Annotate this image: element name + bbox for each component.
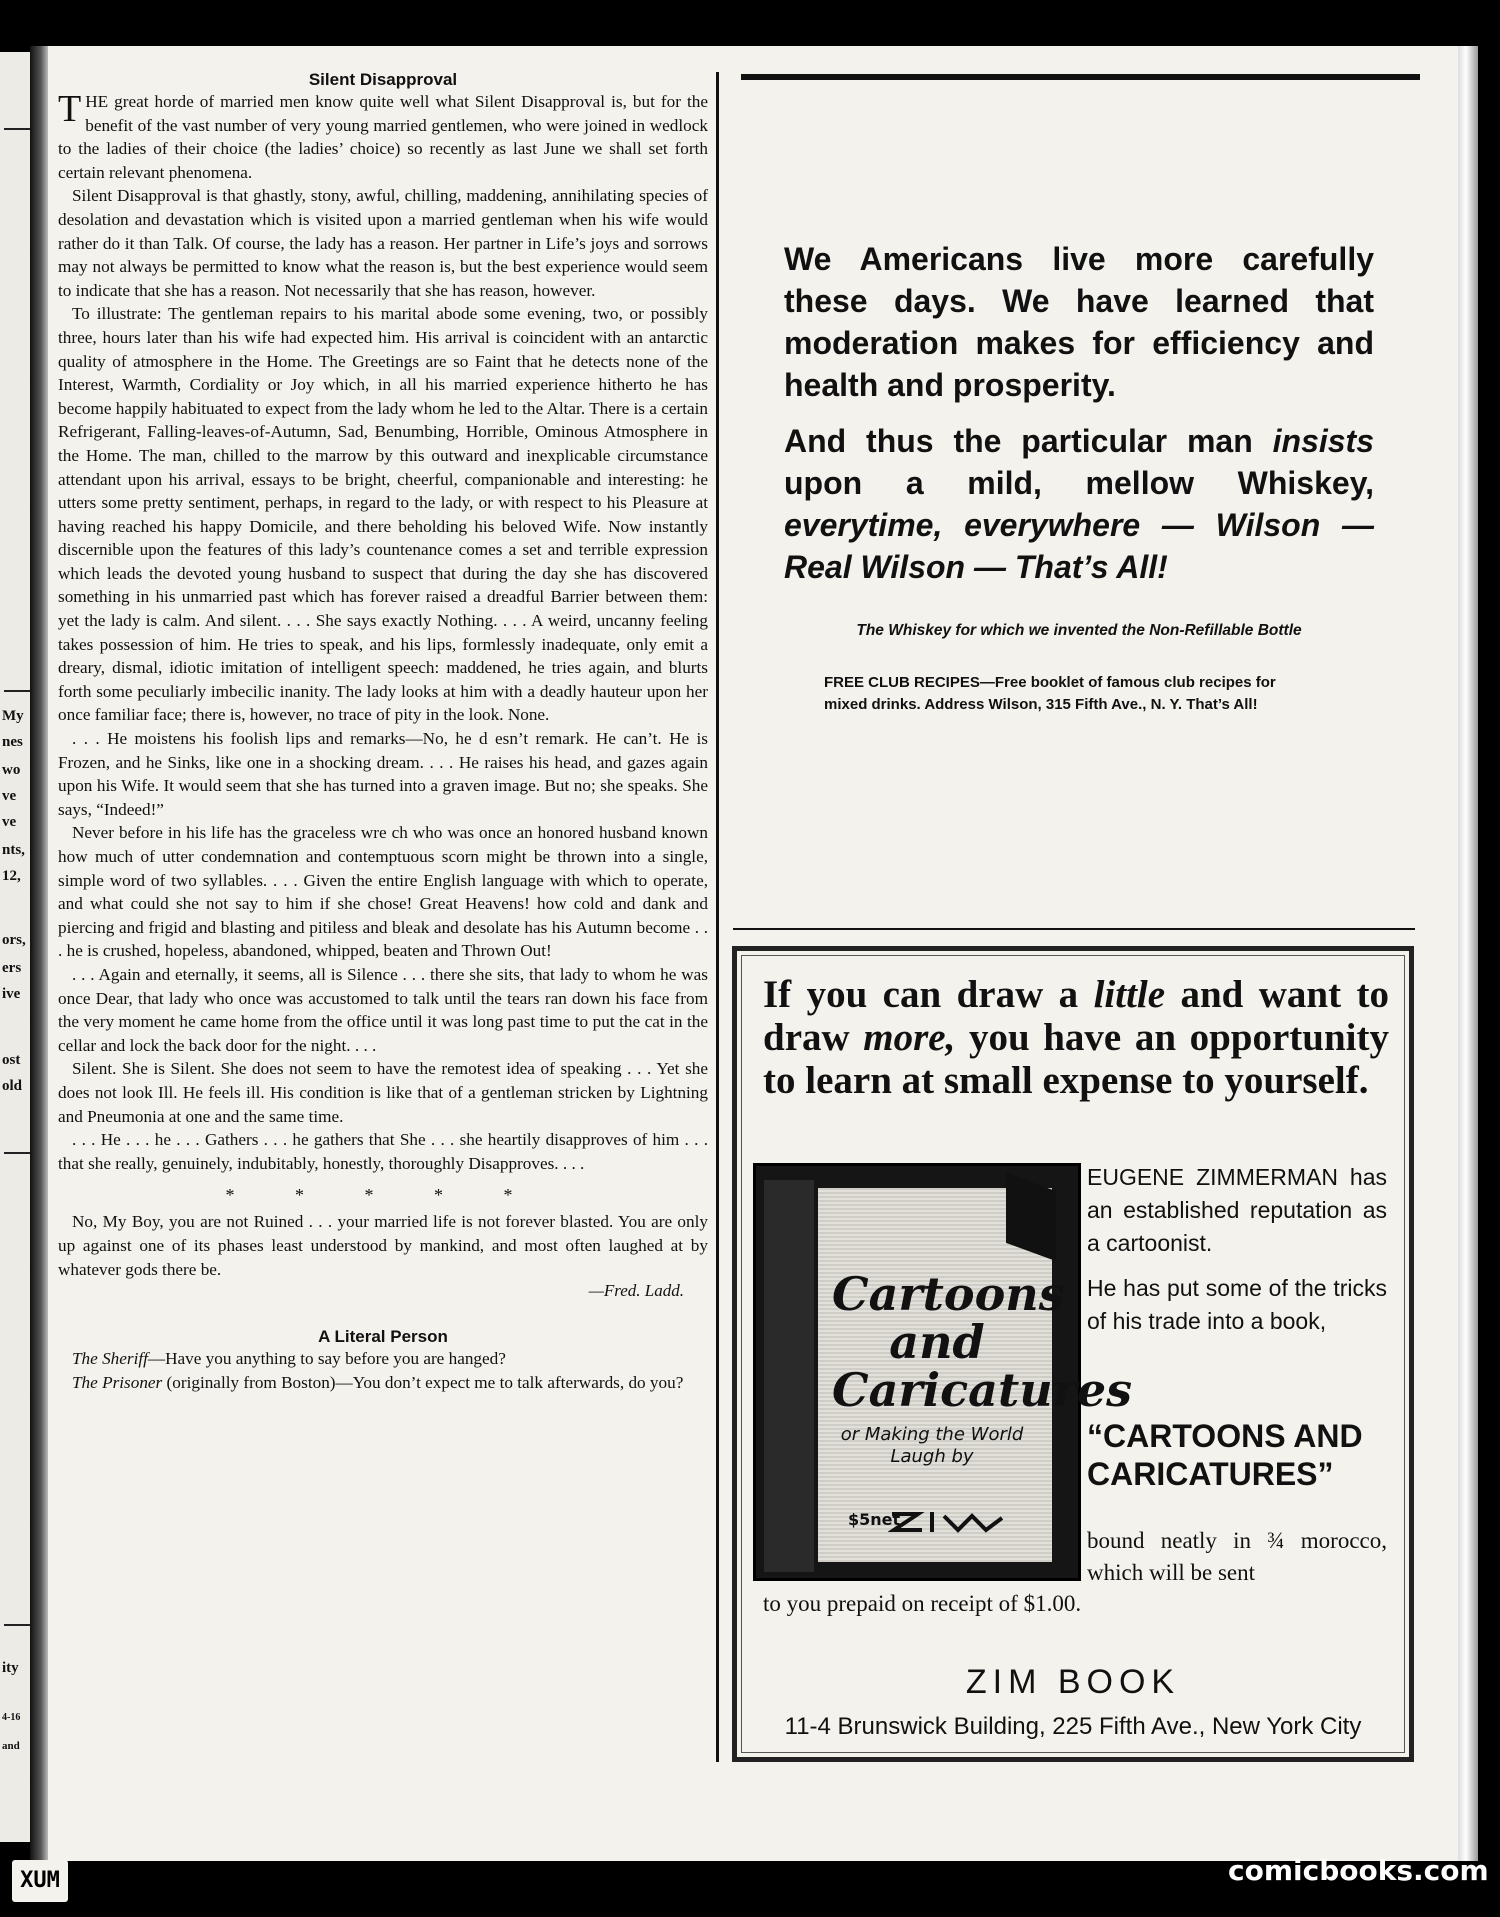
- page-edge: [1458, 46, 1478, 1861]
- edge-word: ve: [2, 788, 17, 804]
- literal-person-piece: [58, 1327, 708, 1394]
- xum-stamp: XUM: [12, 1860, 68, 1902]
- author-signature: —Fred. Ladd.: [588, 1281, 684, 1301]
- top-rule: [741, 74, 1420, 80]
- ad-paragraph: And thus the particular man insists upon a mild, mellow Whiskey, everytime, everywhere — Wilson — Real Wilson — That’s All!: [784, 423, 1374, 585]
- book-cover-title: Cartoons and Caricatures: [832, 1267, 1133, 1417]
- edge-word: old: [2, 1078, 23, 1094]
- left-column: [58, 70, 708, 1394]
- price-line: to you prepaid on receipt of $1.00.: [763, 1591, 1082, 1616]
- piece-title: A Literal Person: [318, 1327, 448, 1347]
- edge-word: 12,: [2, 868, 21, 884]
- edge-word: ost: [2, 1052, 21, 1068]
- story-paragraph: . . . Again and eternally, it seems, all is Silence . . . there she sits, that lady to whom he was once Dear, that lady who once was accustomed to talk until the tears ran down his face from the very moment he came home from the office until it was long past time to put the cat in the cellar and lock the back door for the night. . . .: [58, 964, 708, 1055]
- story-paragraph: Silent. She is Silent. She does not seem to have the remotest idea of speaking . . . Yet she does not look Ill. He feels ill. His condition is like that of a gentleman stricken by Lightning and Pneumonia at one and the same time.: [58, 1059, 708, 1126]
- story-body: [58, 90, 708, 1301]
- wilson-whiskey-ad: [784, 238, 1374, 716]
- dialogue-line: The Sheriff—Have you anything to say before you are hanged?: [72, 1349, 506, 1369]
- edge-word: 4-16: [2, 1712, 21, 1723]
- story-closing: No, My Boy, you are not Ruined . . . your married life is not forever blasted. You are only up against one of its phases least understood by mankind, and most often laughed at by whatever gods there be.: [58, 1212, 708, 1279]
- book-spine: [764, 1180, 814, 1572]
- binding-description: bound neatly in ¾ morocco, which will be sent: [1087, 1528, 1387, 1585]
- book-cover-subtitle: or Making the World Laugh by: [840, 1424, 1024, 1467]
- drop-cap: T: [58, 88, 82, 130]
- ad-paragraph: We Americans live more carefully these days. We have learned that moderation makes for efficiency and health and prosperity.: [784, 241, 1374, 403]
- company-address: 11-4 Brunswick Building, 225 Fifth Ave., New York City: [784, 1713, 1362, 1740]
- ad-headline: If you can draw a little and want to draw more, you have an opportunity to learn at small expense to yourself.: [763, 973, 1389, 1102]
- company-name: ZIM BOOK: [965, 1663, 1181, 1701]
- zim-book-ad: [732, 946, 1414, 1762]
- section-divider: * * * * *: [225, 1185, 541, 1206]
- book-illustration: [753, 1163, 1133, 1581]
- edge-word: nes: [2, 734, 23, 750]
- edge-word: ive: [2, 986, 21, 1002]
- story-paragraph: Silent Disapproval is that ghastly, stony, awful, chilling, maddening, annihilating species of desolation and devastation which is visited upon a married gentleman when his wife would rather do it than Talk. Of course, the lady has a reason. Her partner in Life’s joys and sorrows may not always be permitted to know what the reason is, but the best experience would seem to indicate that she has a reason. Not necessarily that she has reason, however.: [58, 186, 708, 300]
- edge-word: ve: [2, 814, 17, 830]
- edge-word: wo: [2, 762, 21, 778]
- ad-tagline: The Whiskey for which we invented the Non-Refillable Bottle: [856, 622, 1302, 639]
- story-paragraph: To illustrate: The gentleman repairs to his marital abode some evening, two, or possibly three, hours later than his wife had expected him. His arrival is coincident with an antarctic quality of atmosphere in the Home. The Greetings are so Faint that he detects none of the Interest, Warmth, Cordiality or Joy which, in all his married experience hitherto he has become happily habituated to expect from the lady whom he led to the Altar. There is a certain Refrigerant, Falling-leaves-of-Autumn, Sad, Benumbing, Horrible, Ominous Atmosphere in the Home. The man, chilled to the marrow by this outward and inexplicable circumstance attendant upon his arrival, essays to be bright, cheerful, companionable and interesting: he utters some pretty sentiment, perhaps, in regard to the lady, or with respect to his Pleasure at having reached his happy Domicile, and there beholding his beloved Wife. Now instantly discernible upon the features of this lady’s countenance comes a set and terrible expression which leads the devoted young husband to suspect that during the day she has discovered something in his unmarried past which has forever raised a dreadful Barrier between them: yet the lady is calm. And silent. . . . She says exactly Nothing. . . . A weird, uncanny feeling takes possession of him. He tries to speak, and his lips, formlessly inadequate, only emit a dreary, dismal, idiotic imitation of intelligent speech: maddened, he tries again, and blurts forth some peculiarly imbecilic inanity. The lady looks at him with a deadly hauteur upon her once familiar face; there is, however, no trace of pity in the look. None.: [58, 304, 708, 725]
- story-paragraph: . . . He . . . he . . . Gathers . . . he gathers that She . . . she heartily disapproves of him . . . that she really, genuinely, indubitably, honestly, thoroughly Disapproves. . . .: [58, 1130, 708, 1173]
- edge-word: and: [2, 1740, 20, 1752]
- edge-word: ity: [2, 1660, 19, 1676]
- book-name: “CARTOONS AND CARICATURES”: [1087, 1418, 1363, 1492]
- edge-word: ors,: [2, 932, 26, 948]
- story-title: Silent Disapproval: [308, 70, 458, 89]
- page-binding-shadow: [30, 46, 48, 1861]
- column-rule: [716, 72, 719, 1762]
- story-paragraph: . . . He moistens his foolish lips and remarks—No, he d esn’t remark. He can’t. He is Frozen, and he Sinks, like one in a shocking dream. . . . He raises his head, and gazes again upon his Wife. It would seem that she has turned into a graven image. But no; she speaks. She says, “Indeed!”: [58, 729, 708, 819]
- edge-word: nts,: [2, 842, 25, 858]
- dialogue-line: The Prisoner (originally from Boston)—You don’t expect me to talk afterwards, do you?: [72, 1372, 684, 1392]
- edge-word: ers: [2, 960, 22, 976]
- story-paragraph: Never before in his life has the graceless wre ch who was once an honored husband known how much of utter condemnation and contemptuous scorn might be thrown into a single, simple word of two syllables. . . . Given the entire English language with which to operate, and what could she not say to him if she chose! Great Heavens! how cold and dank and piercing and frigid and blasting and pitiless and bleak and desolate has his Autumn become . . . he is crushed, hopeless, abandoned, whipped, beaten and Thrown Out!: [58, 823, 708, 961]
- story-paragraph: THE great horde of married men know quite well what Silent Disapproval is, but for the benefit of the vast number of very young married gentlemen, who were joined in wedlock to the ladies of their choice (the ladies’ choice) so recently as last June we shall set forth certain relevant phenomena.: [58, 88, 708, 182]
- book-cover-price: $5net: [848, 1510, 901, 1529]
- edge-word: My: [2, 708, 24, 724]
- free-offer: FREE CLUB RECIPES—Free booklet of famous club recipes for mixed drinks. Address Wilson, 315 Fifth Ave., N. Y. That’s All!: [824, 674, 1276, 713]
- ad-description: EUGENE ZIMMERMAN has an established reputation as a cartoonist. He has put some of the tricks of his trade into a book,: [1087, 1164, 1387, 1334]
- zim-signature-icon: [888, 1508, 1008, 1534]
- watermark-text: comicbooks.com: [1228, 1854, 1489, 1887]
- ad-separator-rule: [733, 928, 1415, 930]
